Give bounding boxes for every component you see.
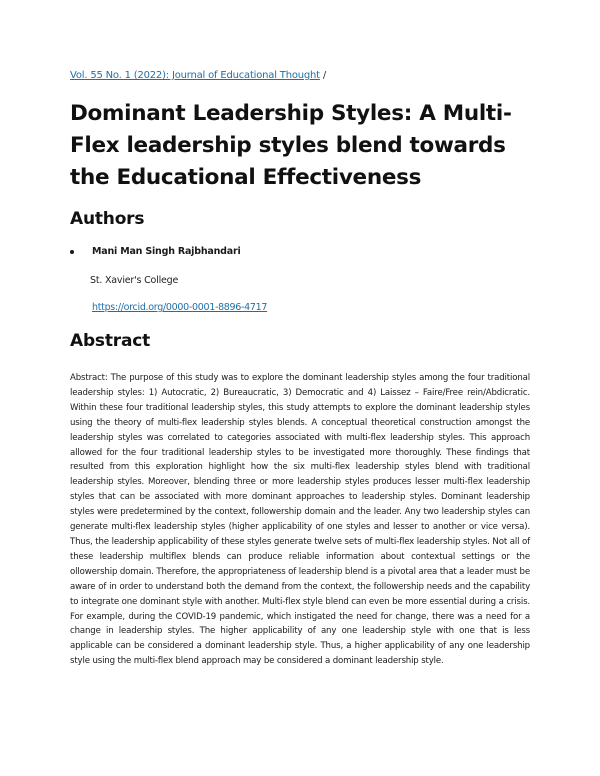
author-affiliation: St. Xavier's College xyxy=(90,275,179,286)
abstract-text: Abstract: The purpose of this study was to explore the dominant leadership styles among the four traditional leadership styles: 1) Autocratic, 2) Bureaucratic, 3) Democratic and 4) Laissez – Faire/Free rein/Abdicratic. Within these four traditional leadership styles, this study attempts to explore the dominant leadership styles using the theory of multi-flex leadership styles blends. A conceptual theoretical construction amongst the leadership styles was correlated to categories associated with multi-flex leadership styles. This approach allowed for the four traditional leadership styles to be investigated more thoroughly. These findings that resulted from this exploration highlight how the six multi-flex leadership styles blend with traditional leadership styles. Moreover, blending three or more leadership styles produces lesser multi-flex leadership styles that can be associated with more dominant approaches to leadership styles. Dominant leadership styles were predetermined by the context, followership domain and the leader. Any two leadership styles can generate multi-flex leadership styles (higher applicability of one styles and lesser to another or vice versa). Thus, the leadership applicability of these styles generate twelve sets of multi-flex leadership styles. Not all of these leadership multiflex blends can produce reliable information about contextual settings or the ollowership domain. Therefore, the appropriateness of leadership blend is a pivotal area that a leader must be aware of in order to understand both the demand from the context, the followership needs and the capability to integrate one dominant style with another. Multi-flex style blend can even be more essential during a crisis. For example, during the COVID-19 pandemic, which instigated the need for change, there was a need for a change in leadership styles. The higher applicability of any one leadership style with one that is less applicable can be considered a dominant leadership style. Thus, a higher applicability of any one leadership style using the multi-flex blend approach may be considered a dominant leadership style. xyxy=(70,373,530,667)
orcid-link[interactable]: https://orcid.org/0000-0001-8896-4717 xyxy=(92,302,268,313)
breadcrumb-separator: / xyxy=(322,70,327,81)
authors-heading: Authors xyxy=(70,209,145,229)
bullet-icon xyxy=(70,250,74,254)
article-title: Dominant Leadership Styles: A Multi-Flex leadership styles blend towards the Educational Effectiveness xyxy=(70,101,512,190)
author-list xyxy=(70,245,241,259)
abstract-heading: Abstract xyxy=(70,331,151,351)
breadcrumb xyxy=(70,69,326,83)
author-orcid xyxy=(92,301,267,315)
issue-link[interactable]: Vol. 55 No. 1 (2022): Journal of Educational Thought xyxy=(70,70,320,81)
author-name: Mani Man Singh Rajbhandari xyxy=(92,246,241,257)
author-item xyxy=(70,245,241,259)
